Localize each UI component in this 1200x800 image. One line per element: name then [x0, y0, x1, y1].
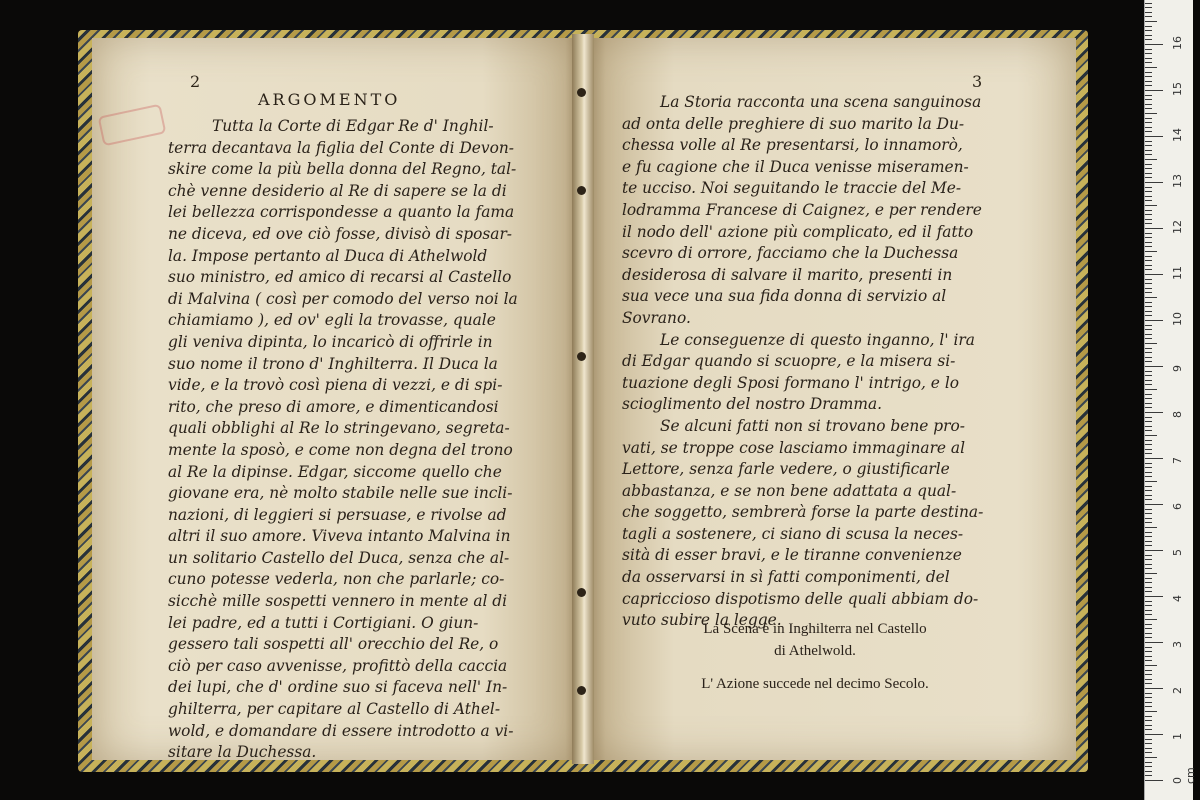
ruler-tick [1145, 219, 1152, 220]
ruler-tick [1145, 472, 1152, 473]
ruler-tick [1145, 426, 1152, 427]
ruler-tick [1145, 53, 1152, 54]
ruler-tick [1145, 251, 1157, 252]
ruler-tick [1145, 210, 1152, 211]
ruler-tick [1145, 656, 1152, 657]
ruler-tick [1145, 624, 1152, 625]
ruler-tick [1145, 527, 1157, 528]
ruler-tick [1145, 182, 1163, 183]
ruler-tick [1145, 283, 1152, 284]
ruler-tick [1145, 168, 1152, 169]
ruler-tick [1145, 720, 1152, 721]
ruler-tick [1145, 187, 1152, 188]
ruler-tick [1145, 108, 1152, 109]
ruler-tick [1145, 582, 1152, 583]
ruler-tick [1145, 605, 1152, 606]
ruler-tick [1145, 628, 1152, 629]
text-line: chiamiamo ), ed ov' egli la trovasse, quale [168, 311, 496, 330]
ruler-tick [1145, 642, 1163, 643]
ruler-tick [1145, 352, 1152, 353]
ruler-tick [1145, 246, 1152, 247]
ruler-tick [1145, 16, 1152, 17]
ruler-tick [1145, 435, 1157, 436]
ruler-tick [1145, 775, 1152, 776]
ruler-tick [1145, 389, 1157, 390]
ruler-number: 10 [1171, 312, 1184, 326]
ruler-tick [1145, 127, 1152, 128]
ruler-tick [1145, 320, 1163, 321]
ruler-tick [1145, 541, 1152, 542]
ruler-tick [1145, 44, 1163, 45]
text-line: Tutta la Corte di Edgar Re d' Inghil- [212, 117, 494, 135]
ruler-tick [1145, 499, 1152, 500]
ruler-tick [1145, 518, 1152, 519]
ruler-tick [1145, 302, 1152, 303]
ruler-tick [1145, 670, 1152, 671]
text-line: Se alcuni fatti non si trovano bene pro- [660, 416, 965, 435]
text-line: skire come la più bella donna del Regno, tal- [168, 160, 517, 179]
ruler-tick [1145, 196, 1152, 197]
ruler-tick [1145, 449, 1152, 450]
text-line: che soggetto, sembrerà forse la parte destina- [622, 503, 984, 522]
text-line: terra decantava la figlia del Conte di Devon- [168, 138, 514, 157]
ruler-tick [1145, 545, 1152, 546]
ruler-number: 9 [1171, 365, 1184, 372]
ruler-tick [1145, 430, 1152, 431]
ruler-tick [1145, 118, 1152, 119]
ruler-tick [1145, 440, 1152, 441]
ruler-tick [1145, 58, 1152, 59]
ruler-tick [1145, 509, 1152, 510]
ruler-tick [1145, 596, 1163, 597]
text-line: tuazione degli Sposi formano l' intrigo, e lo [622, 373, 960, 392]
ruler-tick [1145, 752, 1152, 753]
ruler-tick [1145, 476, 1152, 477]
ruler-tick [1145, 706, 1152, 707]
ruler-tick [1145, 113, 1157, 114]
ruler-tick [1145, 490, 1152, 491]
ruler-tick [1145, 716, 1152, 717]
ruler-tick [1145, 315, 1152, 316]
ruler-number: 15 [1171, 82, 1184, 96]
text-line: quali obblighi al Re lo stringevano, segreta- [168, 419, 510, 438]
text-line: e fu cagione che il Duca venisse miseramen- [622, 157, 969, 176]
ruler-tick [1145, 76, 1152, 77]
ruler-tick [1145, 99, 1152, 100]
scene-line: La Scena è in Inghilterra nel Castello [703, 621, 927, 637]
text-line: chè venne desiderio al Re di sapere se la di [168, 181, 507, 200]
text-line: mente la sposò, e come non degna del trono [168, 440, 513, 459]
ruler-tick [1145, 136, 1163, 137]
ruler-tick [1145, 233, 1152, 234]
ruler-tick [1145, 49, 1152, 50]
ruler-tick [1145, 26, 1152, 27]
text-line: suo nome il trono d' Inghilterra. Il Duca la [168, 354, 498, 373]
ruler-number: 7 [1171, 457, 1184, 464]
ruler-tick [1145, 398, 1152, 399]
ruler-tick [1145, 265, 1152, 266]
ruler-tick [1145, 394, 1152, 395]
ruler-tick [1145, 122, 1152, 123]
ruler-tick [1145, 164, 1152, 165]
action-note: L' Azione succede nel decimo Secolo. [701, 676, 929, 692]
ruler-tick [1145, 177, 1152, 178]
text-line: vati, se troppe cose lasciamo immaginare al [622, 438, 966, 457]
text-line: di Edgar quando si scuopre, e la misera si- [622, 352, 956, 371]
ruler-number: 2 [1171, 687, 1184, 694]
ruler-tick [1145, 780, 1163, 781]
text-line: un solitario Castello del Duca, senza che al- [168, 548, 510, 567]
text-line: sua vece una sua fida donna di servizio al [622, 287, 947, 306]
ruler-label: 0 cm [1171, 767, 1197, 784]
ruler-number: 4 [1171, 595, 1184, 602]
page-heading: ARGOMENTO [258, 90, 401, 109]
scene-note [600, 618, 1030, 662]
ruler-tick [1145, 407, 1152, 408]
ruler-tick [1145, 228, 1163, 229]
ruler-tick [1145, 610, 1152, 611]
ruler-tick [1145, 403, 1152, 404]
ruler-tick [1145, 205, 1157, 206]
text-line: nazioni, di leggieri si persuase, e rivolse ad [168, 505, 507, 524]
ruler-tick [1145, 274, 1163, 275]
ruler-tick [1145, 371, 1152, 372]
ruler-number: 16 [1171, 36, 1184, 50]
ruler-tick [1145, 463, 1152, 464]
ruler-tick [1145, 578, 1152, 579]
text-line: Le conseguenze di questo inganno, l' ira [660, 330, 975, 349]
text-line: sitare la Duchessa. [168, 743, 317, 762]
ruler-tick [1145, 191, 1152, 192]
ruler-tick [1145, 674, 1152, 675]
ruler-number: 1 [1171, 733, 1184, 740]
left-page-body [168, 116, 546, 764]
ruler-tick [1145, 619, 1157, 620]
text-line: sità di esser bravi, e le tiranne convenienze [622, 546, 962, 565]
text-line: abbastanza, e se non bene adattata a qual- [622, 481, 957, 500]
ruler-tick [1145, 555, 1152, 556]
right-page-body [622, 92, 1032, 632]
measuring-ruler [1144, 0, 1197, 800]
ruler-tick [1145, 297, 1157, 298]
ruler-tick [1145, 564, 1152, 565]
book-gutter [572, 34, 594, 764]
text-line: lei padre, ed a tutti i Cortigiani. O giun- [168, 613, 479, 632]
ruler-number: 13 [1171, 174, 1184, 188]
ruler-tick [1145, 85, 1152, 86]
ruler-tick [1145, 522, 1152, 523]
ruler-tick [1145, 771, 1152, 772]
text-line: al Re la dipinse. Edgar, siccome quello che [168, 462, 502, 481]
text-line: altri il suo amore. Viveva intanto Malvina in [168, 527, 511, 546]
text-line: dei lupi, che d' ordine suo si faceva nell' In- [168, 678, 508, 697]
ruler-tick [1145, 766, 1152, 767]
ruler-tick [1145, 141, 1152, 142]
text-line: scevro di orrore, facciamo che la Duchessa [622, 244, 959, 263]
ruler-tick [1145, 223, 1152, 224]
text-line: ciò per caso avvenisse, profittò della caccia [168, 656, 508, 675]
text-line: chessa volle al Re presentarsi, lo innamorò, [622, 136, 963, 155]
ruler-tick [1145, 683, 1152, 684]
ruler-tick [1145, 486, 1152, 487]
text-line: vuto subire la legge. [622, 611, 782, 630]
ruler-tick [1145, 536, 1152, 537]
ruler-tick [1145, 150, 1152, 151]
ruler-tick [1145, 573, 1157, 574]
text-line: gli veniva dipinta, lo incaricò di offrirle in [168, 332, 493, 351]
ruler-tick [1145, 21, 1157, 22]
ruler-number: 14 [1171, 128, 1184, 142]
ruler-tick [1145, 329, 1152, 330]
ruler-tick [1145, 702, 1152, 703]
ruler-tick [1145, 495, 1152, 496]
ruler-tick [1145, 513, 1152, 514]
text-line: te ucciso. Noi seguitando le traccie del Me- [622, 179, 962, 198]
ruler-tick [1145, 665, 1157, 666]
ruler-tick [1145, 35, 1152, 36]
ruler-tick [1145, 453, 1152, 454]
ruler-tick [1145, 357, 1152, 358]
text-line: tagli a sostenere, ci siano di scusa la neces- [622, 524, 964, 543]
ruler-tick [1145, 757, 1157, 758]
ruler-tick [1145, 559, 1152, 560]
ruler-tick [1145, 384, 1152, 385]
ruler-tick [1145, 587, 1152, 588]
text-line: di Malvina ( così per comodo del verso noi la [168, 289, 518, 308]
scene-line: di Athelwold. [774, 643, 856, 659]
text-line: desiderosa di salvare il marito, presenti in [622, 265, 953, 284]
ruler-tick [1145, 550, 1163, 551]
text-line: il nodo dell' azione più complicato, ed il fatto [622, 222, 974, 241]
ruler-tick [1145, 417, 1152, 418]
ruler-tick [1145, 306, 1152, 307]
text-line: vide, e la trovò così piena di vezzi, e di spi- [168, 376, 503, 395]
ruler-tick [1145, 256, 1152, 257]
ruler-tick [1145, 104, 1152, 105]
ruler-tick [1145, 154, 1152, 155]
ruler-tick [1145, 348, 1152, 349]
ruler-tick [1145, 467, 1152, 468]
ruler-tick [1145, 614, 1152, 615]
ruler-tick [1145, 743, 1152, 744]
left-page-number: 2 [190, 72, 201, 91]
ruler-tick [1145, 421, 1152, 422]
text-line: ne diceva, ed ove ciò fosse, divisò di sposar- [168, 224, 512, 243]
text-line: wold, e domandare di essere introdotto a vi- [168, 721, 514, 740]
ruler-tick [1145, 159, 1157, 160]
ruler-tick [1145, 81, 1152, 82]
ruler-tick [1145, 633, 1152, 634]
text-line: cuno potesse vederla, non che parlarle; co- [168, 570, 505, 589]
ruler-tick [1145, 237, 1152, 238]
ruler-tick [1145, 200, 1152, 201]
text-line: Lettore, senza farle vedere, o giustificarle [622, 460, 950, 479]
ruler-tick [1145, 504, 1163, 505]
ruler-tick [1145, 67, 1157, 68]
ruler-tick [1145, 711, 1157, 712]
ruler-tick [1145, 568, 1152, 569]
ruler-tick [1145, 762, 1152, 763]
text-line: ghilterra, per capitare al Castello di Athel- [168, 700, 501, 719]
ruler-tick [1145, 748, 1152, 749]
ruler-tick [1145, 12, 1152, 13]
ruler-tick [1145, 697, 1152, 698]
text-line: Sovrano. [622, 308, 691, 327]
ruler-tick [1145, 95, 1152, 96]
text-line: sicchè mille sospetti vennero in mente al di [168, 592, 508, 611]
ruler-tick [1145, 725, 1152, 726]
ruler-tick [1145, 380, 1152, 381]
text-line: ad onta delle preghiere di suo marito la Du- [622, 114, 965, 133]
ruler-tick [1145, 214, 1152, 215]
ruler-number: 5 [1171, 549, 1184, 556]
binding-stitch [577, 352, 586, 361]
ruler-tick [1145, 343, 1157, 344]
ruler-tick [1145, 532, 1152, 533]
ruler-tick [1145, 325, 1152, 326]
text-line: la. Impose pertanto al Duca di Athelwold [168, 246, 488, 265]
ruler-number: 11 [1171, 266, 1184, 280]
ruler-tick [1145, 734, 1163, 735]
ruler-tick [1145, 481, 1157, 482]
ruler-tick [1145, 591, 1152, 592]
ruler-tick [1145, 739, 1152, 740]
ruler-tick [1145, 366, 1163, 367]
ruler-tick [1145, 729, 1152, 730]
ruler-tick [1145, 30, 1152, 31]
text-line: suo ministro, ed amico di recarsi al Castello [168, 268, 512, 287]
ruler-tick [1145, 458, 1163, 459]
binding-stitch [577, 186, 586, 195]
ruler-tick [1145, 72, 1152, 73]
text-line: giovane era, nè molto stabile nelle sue incli- [168, 484, 513, 503]
ruler-tick [1145, 338, 1152, 339]
ruler-number: 6 [1171, 503, 1184, 510]
ruler-tick [1145, 311, 1152, 312]
text-line: rito, che preso di amore, e dimenticandosi [168, 397, 499, 416]
ruler-tick [1145, 145, 1152, 146]
binding-stitch [577, 686, 586, 695]
text-line: lodramma Francese di Caignez, e per rendere [622, 200, 982, 219]
binding-stitch [577, 88, 586, 97]
ruler-tick [1145, 660, 1152, 661]
ruler-tick [1145, 693, 1152, 694]
text-line: gessero tali sospetti all' orecchio del Re, o [168, 635, 499, 654]
ruler-number: 8 [1171, 411, 1184, 418]
ruler-tick [1145, 62, 1152, 63]
ruler-tick [1145, 7, 1152, 8]
ruler-tick [1145, 688, 1163, 689]
ruler-number: 3 [1171, 641, 1184, 648]
ruler-tick [1145, 39, 1152, 40]
ruler-tick [1145, 444, 1152, 445]
ruler-tick [1145, 288, 1152, 289]
ruler-tick [1145, 292, 1152, 293]
ruler-tick [1145, 601, 1152, 602]
text-line: capriccioso dispotismo delle quali abbiam do- [622, 589, 979, 608]
ruler-tick [1145, 375, 1152, 376]
ruler-tick [1145, 131, 1152, 132]
text-line: La Storia racconta una scena sanguinosa [660, 93, 982, 111]
ruler-tick [1145, 679, 1152, 680]
ruler-tick [1145, 173, 1152, 174]
ruler-tick [1145, 647, 1152, 648]
ruler-tick [1145, 637, 1152, 638]
text-line: da osservarsi in sì fatti componimenti, del [622, 568, 950, 587]
ruler-tick [1145, 361, 1152, 362]
text-line: lei bellezza corrispondesse a quanto la fama [168, 203, 515, 222]
ruler-tick [1145, 260, 1152, 261]
binding-stitch [577, 588, 586, 597]
ruler-number: 12 [1171, 220, 1184, 234]
ruler-tick [1145, 412, 1163, 413]
ruler-tick [1145, 334, 1152, 335]
ruler-tick [1145, 242, 1152, 243]
right-page-number: 3 [972, 72, 983, 91]
ruler-tick [1145, 651, 1152, 652]
ruler-tick [1145, 269, 1152, 270]
ruler-tick [1145, 279, 1152, 280]
ruler-tick [1145, 3, 1152, 4]
text-line: scioglimento del nostro Dramma. [622, 395, 883, 414]
ruler-tick [1145, 90, 1163, 91]
